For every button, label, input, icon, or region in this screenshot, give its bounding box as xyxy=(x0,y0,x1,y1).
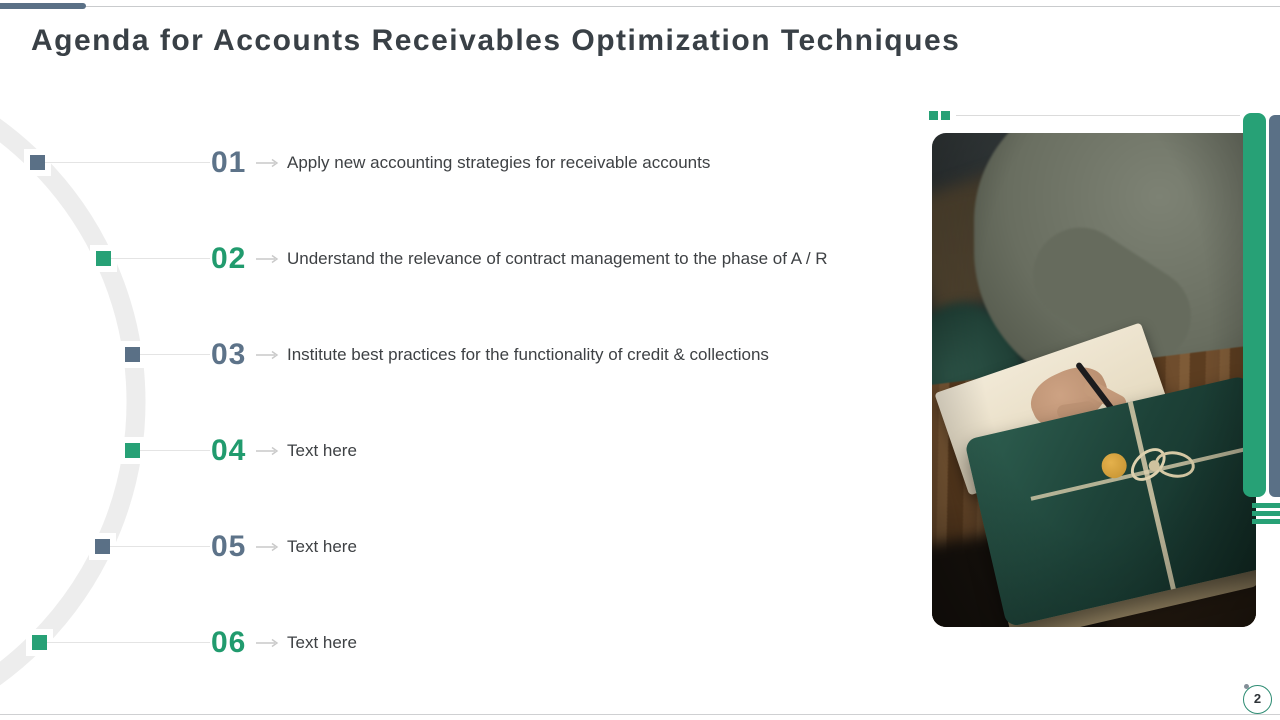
agenda-item-text: Apply new accounting strategies for receivable accounts xyxy=(287,153,711,172)
marker-square-icon xyxy=(96,251,111,266)
right-green-bar xyxy=(1243,113,1266,497)
agenda-item-number: 04 xyxy=(211,434,247,467)
agenda-item-text: Text here xyxy=(287,633,357,652)
agenda-item-number: 01 xyxy=(211,146,247,179)
page-number-badge: 2 xyxy=(1243,685,1272,714)
connector-line xyxy=(140,354,210,355)
agenda-item xyxy=(0,625,905,661)
marker-square-icon xyxy=(32,635,47,650)
top-divider-line xyxy=(0,6,1280,7)
green-square-decoration xyxy=(929,111,938,120)
agenda-item-text: Text here xyxy=(287,441,357,460)
agenda-item xyxy=(0,337,905,373)
top-accent-bar xyxy=(0,3,86,9)
marker-square-icon xyxy=(95,539,110,554)
agenda-item xyxy=(0,241,905,277)
connector-line xyxy=(47,642,210,643)
header-divider-line xyxy=(956,115,1240,116)
agenda-item xyxy=(0,529,905,565)
arrow-icon xyxy=(255,638,281,648)
bottom-divider-line xyxy=(0,714,1280,715)
agenda-item-text: Text here xyxy=(287,537,357,556)
connector-line xyxy=(140,450,210,451)
agenda-item xyxy=(0,433,905,469)
marker-square-icon xyxy=(125,347,140,362)
agenda-item-number: 02 xyxy=(211,242,247,275)
green-line-decoration xyxy=(1252,503,1280,508)
arrow-icon xyxy=(255,158,281,168)
right-slate-bar xyxy=(1269,115,1280,497)
page-title: Agenda for Accounts Receivables Optimization Techniques xyxy=(31,24,961,57)
green-square-decoration xyxy=(941,111,950,120)
arrow-icon xyxy=(255,542,281,552)
arrow-icon xyxy=(255,254,281,264)
agenda-item-number: 05 xyxy=(211,530,247,563)
agenda-item-text: Understand the relevance of contract management to the phase of A / R xyxy=(287,249,828,268)
agenda-item-number: 03 xyxy=(211,338,247,371)
agenda-item-number: 06 xyxy=(211,626,247,659)
connector-line xyxy=(111,258,210,259)
arrow-icon xyxy=(255,446,281,456)
photo-vignette xyxy=(932,133,1256,627)
green-line-decoration xyxy=(1252,519,1280,524)
agenda-item-text: Institute best practices for the functionality of credit & collections xyxy=(287,345,769,364)
person-writing-photo xyxy=(932,133,1256,627)
connector-line xyxy=(110,546,210,547)
agenda-item xyxy=(0,145,905,181)
marker-square-icon xyxy=(30,155,45,170)
marker-square-icon xyxy=(125,443,140,458)
connector-line xyxy=(45,162,210,163)
arrow-icon xyxy=(255,350,281,360)
green-line-decoration xyxy=(1252,511,1280,516)
